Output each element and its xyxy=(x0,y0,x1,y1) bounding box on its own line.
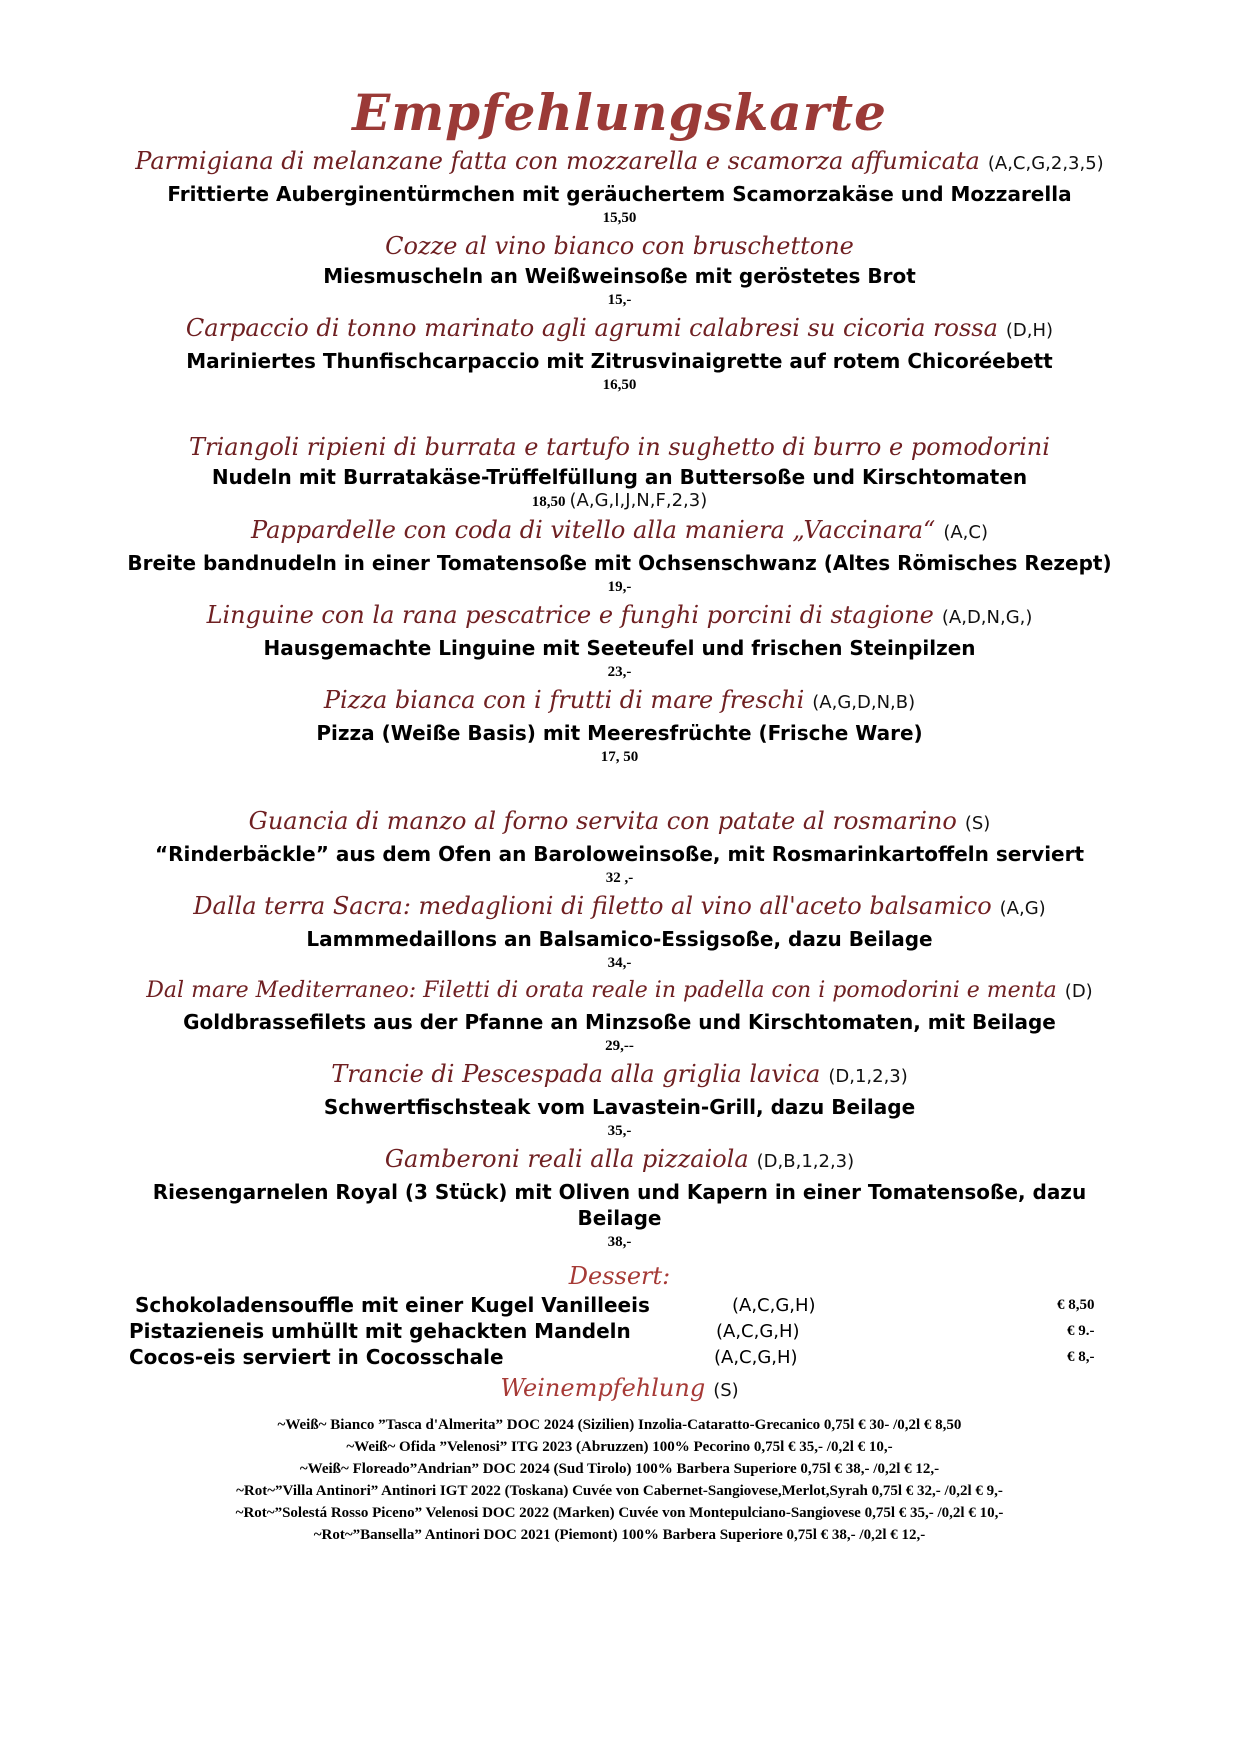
wine-item: ~Weiß~ Floreado”Andrian” DOC 2024 (Sud Tirolo) 100% Barbera Superiore 0,75l € 38,- /0,2l € 12,- xyxy=(299,1461,940,1477)
dish-item xyxy=(0,229,1239,311)
dish-name-italian: Carpaccio di tonno marinato agli agrumi calabresi su cicoria rossa (D,H) xyxy=(185,314,1054,342)
dessert-price: € 8,- xyxy=(1067,1349,1095,1365)
dish-item xyxy=(0,144,1239,229)
dish-name-german: Mariniertes Thunfischcarpaccio mit Zitrusvinaigrette auf rotem Chicoréebett xyxy=(186,349,1053,373)
dish-allergens: (A,D,N,G,) xyxy=(941,607,1033,628)
dish-name-italian: Gamberoni reali alla pizzaiola (D,B,1,2,3) xyxy=(384,1145,855,1173)
dish-item xyxy=(0,598,1239,683)
dish-name-german: Riesengarnelen Royal (3 Stück) mit Oliven und Kapern in einer Tomatensoße, dazu Beilage xyxy=(152,1180,1087,1230)
wine-item: ~Weiß~ Ofida ”Velenosi” ITG 2023 (Abruzzen) 100% Pecorino 0,75l € 35,- /0,2l € 10,- xyxy=(346,1439,893,1455)
wine-item: ~Rot~”Villa Antinori” Antinori IGT 2022 (Toskana) Cuvée von Cabernet-Sangiovese,Merlot,Syrah 0,75l € 32,- /0,2l € 9,- xyxy=(236,1483,1003,1499)
wine-title: Weinempfehlung (S) xyxy=(500,1374,739,1402)
dish-name-italian: Guancia di manzo al forno servita con patate al rosmarino (S) xyxy=(248,807,991,835)
dish-item xyxy=(0,311,1239,396)
dessert-price: € 9.- xyxy=(1067,1323,1095,1339)
dish-allergens: (A,G,D,N,B) xyxy=(812,692,916,713)
dish-allergens: (A,G) xyxy=(999,898,1046,919)
dish-group-mains xyxy=(0,804,1239,1253)
dish-name-german: Nudeln mit Burratakäse-Trüffelfüllung an Buttersoße und Kirschtomaten xyxy=(211,465,1028,489)
dessert-name: Pistazieneis umhüllt mit gehackten Mandeln xyxy=(129,1319,631,1343)
dish-item xyxy=(0,889,1239,974)
dish-allergens: (A,G,I,J,N,F,2,3) xyxy=(569,490,708,511)
dish-price: 19,- xyxy=(607,579,632,595)
dessert-item xyxy=(0,1293,1239,1319)
dessert-list xyxy=(0,1293,1239,1371)
dish-price: 15,50 xyxy=(602,210,637,226)
dish-allergens: (A,C) xyxy=(943,522,988,543)
dish-price: 34,- xyxy=(607,955,632,971)
dish-price: 29,-- xyxy=(605,1038,634,1054)
dish-name-italian: Linguine con la rana pescatrice e funghi porcini di stagione (A,D,N,G,) xyxy=(206,601,1033,629)
dish-group-starters xyxy=(0,144,1239,396)
dish-item xyxy=(0,1142,1239,1253)
dessert-name: Cocos-eis serviert in Cocosschale xyxy=(129,1345,504,1369)
wine-item: ~Rot~”Bansella” Antinori DOC 2021 (Piemont) 100% Barbera Superiore 0,75l € 38,- /0,2l € 12,- xyxy=(313,1527,926,1543)
dish-item xyxy=(0,683,1239,768)
dessert-allergens: (A,C,G,H) xyxy=(714,1347,798,1368)
dessert-item xyxy=(0,1345,1239,1371)
dish-item xyxy=(0,430,1239,513)
dish-name-italian: Pappardelle con coda di vitello alla maniera „Vaccinara“ (A,C) xyxy=(251,516,988,544)
dessert-price: € 8,50 xyxy=(1057,1297,1095,1313)
wine-item: ~Rot~”Solestá Rosso Piceno” Velenosi DOC 2022 (Marken) Cuvée von Montepulciano-Sangiovese 0,75l € 35,- /0,2l € 10,- xyxy=(235,1505,1004,1521)
dessert-item xyxy=(0,1319,1239,1345)
dish-group-pasta xyxy=(0,430,1239,768)
dish-price: 15,- xyxy=(607,292,632,308)
page-title: Empfehlungskarte xyxy=(352,83,887,142)
dish-name-german: Hausgemachte Linguine mit Seeteufel und frischen Steinpilzen xyxy=(263,636,976,660)
dish-name-italian: Dalla terra Sacra: medaglioni di filetto al vino all'aceto balsamico (A,G) xyxy=(193,892,1046,920)
dish-allergens: (D) xyxy=(1064,981,1093,1002)
dish-price: 16,50 xyxy=(602,377,637,393)
dessert-allergens: (A,C,G,H) xyxy=(732,1295,816,1316)
dish-allergens: (D,1,2,3) xyxy=(828,1066,908,1087)
dish-item xyxy=(0,513,1239,598)
dish-price: 32 ,- xyxy=(605,870,634,886)
dish-allergens: (D,B,1,2,3) xyxy=(756,1151,855,1172)
dish-name-italian: Cozze al vino bianco con bruschettone xyxy=(385,232,854,260)
dessert-title: Dessert: xyxy=(568,1262,671,1290)
wine-item: ~Weiß~ Bianco ”Tasca d'Almerita” DOC 2024 (Sizilien) Inzolia-Cataratto-Grecanico 0,75l € 30- /0,2l € 8,50 xyxy=(277,1417,962,1433)
dish-name-italian: Triangoli ripieni di burrata e tartufo in sughetto di burro e pomodorini xyxy=(189,433,1050,461)
dessert-name: Schokoladensouffle mit einer Kugel Vanilleeis xyxy=(135,1293,650,1317)
dish-name-german: Frittierte Auberginentürmchen mit geräuchertem Scamorzakäse und Mozzarella xyxy=(167,182,1072,206)
wine-list xyxy=(0,1414,1239,1546)
dish-name-italian: Dal mare Mediterraneo: Filetti di orata reale in padella con i pomodorini e menta (D) xyxy=(146,978,1093,1003)
dish-price: 23,- xyxy=(607,664,632,680)
dish-name-german: Breite bandnudeln in einer Tomatensoße mit Ochsenschwanz (Altes Römisches Rezept) xyxy=(127,551,1112,575)
dish-item xyxy=(0,804,1239,889)
dish-name-german: “Rinderbäckle” aus dem Ofen an Baroloweinsoße, mit Rosmarinkartoffeln serviert xyxy=(154,842,1085,866)
dish-allergens: (S) xyxy=(964,813,991,834)
dish-name-italian: Parmigiana di melanzane fatta con mozzarella e scamorza affumicata (A,C,G,2,3,5) xyxy=(135,147,1104,175)
dish-item xyxy=(0,1057,1239,1142)
dish-name-german: Goldbrassefilets aus der Pfanne an Minzsoße und Kirschtomaten, mit Beilage xyxy=(183,1010,1056,1034)
dish-name-german: Lammmedaillons an Balsamico-Essigsoße, dazu Beilage xyxy=(306,927,933,951)
dessert-allergens: (A,C,G,H) xyxy=(716,1321,800,1342)
dish-price: 35,- xyxy=(607,1123,632,1139)
dish-name-german: Pizza (Weiße Basis) mit Meeresfrüchte (Frische Ware) xyxy=(316,721,923,745)
dish-price: 38,- xyxy=(607,1234,632,1250)
dish-name-german: Miesmuscheln an Weißweinsoße mit geröstetes Brot xyxy=(323,264,916,288)
wine-allergens: (S) xyxy=(713,1380,739,1401)
dish-price: 18,50 (A,G,I,J,N,F,2,3) xyxy=(531,490,708,511)
dish-allergens: (A,C,G,2,3,5) xyxy=(987,153,1104,174)
dish-name-italian: Trancie di Pescespada alla griglia lavica (D,1,2,3) xyxy=(331,1060,908,1088)
dish-price: 17, 50 xyxy=(600,749,639,765)
dish-name-italian: Pizza bianca con i frutti di mare freschi (A,G,D,N,B) xyxy=(323,686,916,714)
dish-item xyxy=(0,974,1239,1057)
dish-allergens: (D,H) xyxy=(1005,320,1054,341)
dish-name-german: Schwertfischsteak vom Lavastein-Grill, dazu Beilage xyxy=(323,1095,916,1119)
